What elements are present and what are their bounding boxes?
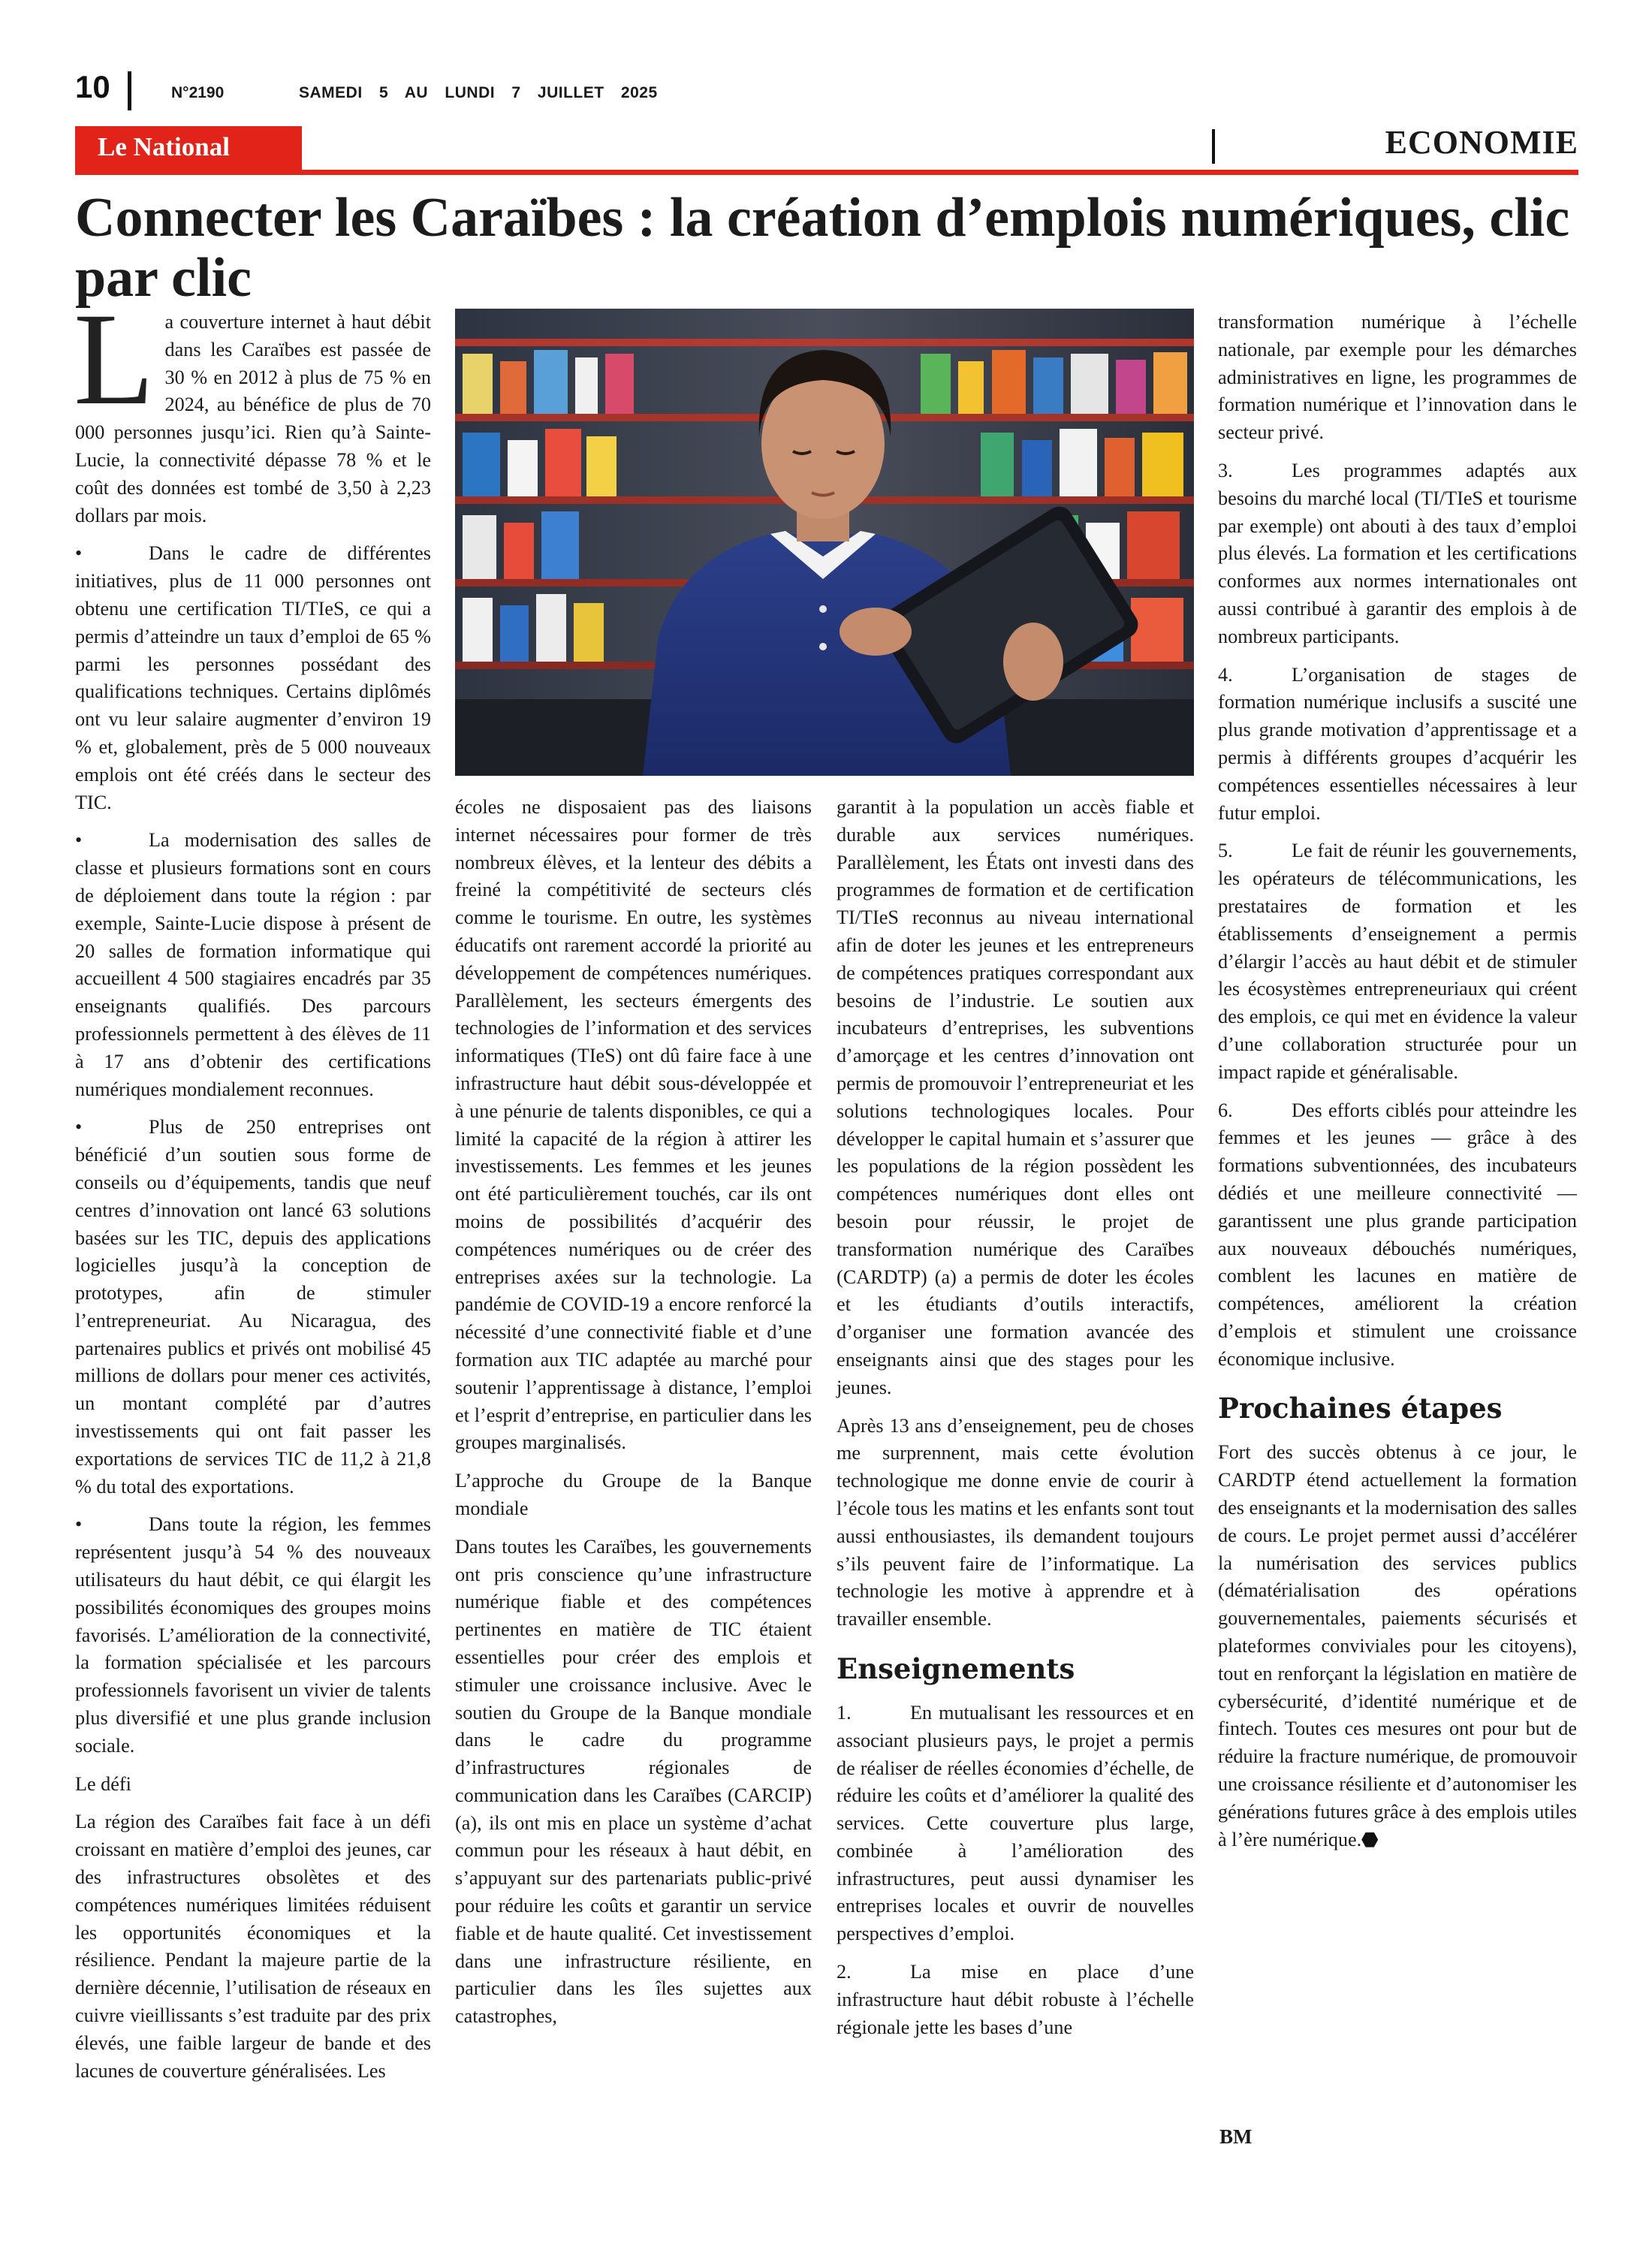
heading-prochaines-etapes: Prochaines étapes (1218, 1392, 1503, 1425)
article-photo (455, 309, 1194, 776)
lesson-number: 1. (837, 1701, 852, 1724)
approche-paragraph-start: Dans toutes les Caraïbes, les gouvernements ont pris conscience qu’une infrastructure numérique fiable et des compétences pertinentes en matière de TIC étaient essentielles pour créer des emplois et stimuler une croissance inclusive. Avec le soutien du Groupe de la Banque mondiale dans le cadre du programme d’infrastructures régionales de communication dans les Caraïbes (CARCIP) (a), ils ont mis en place un système d’achat commun pour les réseaux à haut débit, en s’appuyant sur des partenariats public-privé pour réduire les coûts et garantir un service fiable et de haute qualité. Cet investissement dans une infrastructure résiliente, en particulier dans les îles sujettes aux catastrophes, (455, 1535, 812, 2028)
lesson-item (1218, 662, 1577, 828)
lesson-text: La mise en place d’une infrastructure haut débit robuste à l’échelle régionale jette les bases d’une (837, 1961, 1194, 2038)
subheading-approche: L’approche du Groupe de la Banque mondiale (455, 1470, 812, 1519)
heading-enseignements: Enseignements (837, 1651, 1075, 1685)
article-headline: Connecter les Caraïbes : la création d’emplois numériques, clic par clic (75, 187, 1570, 309)
approche-paragraph-end: garantit à la population un accès fiable et durable aux services numériques. Parallèlement, les États ont investi dans des programmes de formation et de certification TI/TIeS reconnus au niveau international afin de doter les jeunes et les entrepreneurs de compétences pratiques correspondant aux besoins de l’industrie. Le soutien aux incubateurs d’entreprises, les subventions d’amorçage et les centres d’innovation ont permis de promouvoir l’entrepreneuriat et les solutions technologiques locales. Pour développer le capital humain et s’assurer que les populations de la région possèdent les compétences numériques dont elles ont besoin pour réussir, le projet de transformation numérique des Caraïbes (CARDTP) (a) a permis de doter les écoles et les étudiants d’outils interactifs, d’organiser une formation avancée des enseignants ainsi que des stages pour les jeunes. (837, 796, 1194, 1398)
article-column-4 (1218, 309, 1577, 1864)
bullet-item: • Plus de 250 entreprises ont bénéficié d’un soutien sous forme de conseils ou d’équipements, tandis que neuf centres d’innovation ont lancé 63 solutions basées sur les TIC, depuis des applications logicielles jusqu’à la conception de prototypes, afin de stimuler l’entrepreneuriat. Au Nicaragua, des partenaires publics et privés ont mobilisé 45 millions de dollars pour mener ces activités, un montant complété par d’autres investissements qui ont fait passer les exportations de services TIC de 11,2 à 21,8 % du total des exportations. (75, 1114, 431, 1500)
lesson-item (837, 1959, 1194, 2041)
bullet-item: • Dans toute la région, les femmes représentent jusqu’à 54 % des nouveaux utilisateurs du haut débit, ce qui élargit les possibilités économiques des groupes moins favorisés. L’amélioration de la connectivité, la formation spécialisée et les parcours professionnels favorisent un vivier de talents plus diversifié et une plus grande inclusion sociale. (75, 1511, 431, 1760)
prochaines-text: Fort des succès obtenus à ce jour, le CARDTP étend actuellement la formation des enseignants et la modernisation des salles de cours. Le projet permet aussi d’accélérer la numérisation des services publics (dématérialisation des opérations gouvernementales, paiements sécurisés et plateformes conviviales pour les citoyens), tout en renforçant la législation en matière de cybersécurité, d’identité numérique et de fintech. Toutes ces mesures ont pour but de réduire la fracture numérique, de promouvoir une croissance résiliente et d’autonomiser les générations futures grâce à des emplois utiles à l’ère numérique. (1218, 1441, 1577, 1850)
article-column-2 (455, 794, 812, 2031)
lesson-number: 3. (1218, 459, 1233, 481)
lesson-text: Le fait de réunir les gouvernements, les opérateurs de télécommunications, les prestataires de formation et les établissements d’enseignement a permis d’élargir l’accès au haut débit et de stimuler les écosystèmes entrepreneuriaux qui créent des emplois, ce qui met en évidence la valeur d’une collaboration structurée pour un impact rapide et généralisable. (1218, 840, 1577, 1083)
lesson-item (1218, 1097, 1577, 1374)
lesson-text: Des efforts ciblés pour atteindre les femmes et les jeunes — grâce à des formations subventionnées, des incubateurs dédiés et une meilleure connectivité — garantissent une plus grande participation aux nouveaux débouchés numériques, comblent les lacunes en matière de compétences, améliorent la création d’emplois et stimulent une croissance économique inclusive. (1218, 1099, 1577, 1370)
article-column-1 (74, 286, 431, 2085)
prochaines-paragraph (1218, 1439, 1577, 1853)
photo-woman-tablet-store-icon (455, 309, 1194, 776)
defi-paragraph-start: La région des Caraïbes fait face à un défi croissant en matière d’emploi des jeunes, car des infrastructures obsolètes et des compétences numériques limitées réduisent les opportunités économiques et la résilience. Pendant la majeure partie de la dernière décennie, l’utilisation de réseaux en cuivre vieillissants s’est traduite par des prix élevés, une faible largeur de bande et des lacunes de couverture généralisées. Les (75, 1811, 431, 2082)
subheading-defi: Le défi (75, 1772, 131, 1795)
lesson-number: 4. (1218, 663, 1233, 686)
section-title: ECONOMIE (1385, 124, 1578, 161)
lesson-item (1218, 457, 1577, 651)
lesson-number: 6. (1218, 1099, 1233, 1121)
intro-text: a couverture internet à haut débit dans les Caraïbes est passée de 30 % en 2012 à plus de 75 % en 2024, au bénéfice de plus de 70 000 personnes jusqu’ici. Rien qu’à Sainte-Lucie, la connectivité dépasse 78 % et le coût des données est tombé de 3,50 à 2,23 dollars par mois. (75, 311, 431, 526)
intro-paragraph (74, 286, 431, 529)
lesson-number: 5. (1218, 840, 1233, 862)
lesson-text: L’organisation de stages de formation numérique inclusifs a suscité une plus grande motivation d’apprentissage et a permis à différents groupes d’acquérir les compétences essentielles nécessaires à leur futur emploi. (1218, 663, 1577, 824)
defi-paragraph-end: écoles ne disposaient pas des liaisons internet nécessaires pour former de très nombreux élèves, et la lenteur des débits a freiné la compétitivité de secteurs clés comme le tourisme. En outre, les systèmes éducatifs ont rarement accordé la priorité au développement de compétences numériques. Parallèlement, les secteurs émergents des technologies de l’information et des services informatiques (TIeS) ont dû faire face à une infrastructure haut débit sous-développée et à une pénurie de talents disponibles, ce qui a limité la capacité de la région à attirer les investissements. Les femmes et les jeunes ont été particulièrement touchés, car ils ont moins de possibilités d’acquérir des compétences numériques ou de créer des entreprises axées sur la technologie. La pandémie de COVID-19 a encore renforcé la nécessité d’une connectivité fiable et d’une formation aux TIC adaptée au marché pour soutenir l’apprentissage à distance, l’emploi et l’esprit d’entreprise, en particulier dans les groupes marginalisés. (455, 796, 812, 1454)
lesson-item (837, 1700, 1194, 1948)
issue-date: SAMEDI 5 AU LUNDI 7 JUILLET 2025 (299, 84, 658, 101)
lesson-text: Les programmes adaptés aux besoins du marché local (TI/TIeS et tourisme par exemple) ont abouti à des taux d’emploi plus élevés. La formation et les certifications conformes aux normes internationales ont aussi contribué à garantir des emplois à de nombreux participants. (1218, 459, 1577, 647)
brand-name: Le National (98, 132, 230, 161)
bullet-item: • La modernisation des salles de classe et plusieurs formations sont en cours de déploiement dans toute la région : par exemple, Sainte-Lucie dispose à présent de 20 salles de formation informatique qui accueillent 4 500 stagiaires encadrés par 35 enseignants qualifiés. Des parcours professionnels permettent à des élèves de 11 à 17 ans d’obtenir des certifications numériques mondialement reconnues. (75, 827, 431, 1103)
drop-cap: L (74, 286, 155, 433)
article-column-3 (837, 794, 1194, 2041)
issue-number: N°2190 (171, 84, 225, 101)
author-signature: BM (1219, 2125, 1253, 2148)
end-of-article-icon (1361, 1832, 1378, 1847)
section-divider (1212, 129, 1215, 164)
teacher-quote: Après 13 ans d’enseignement, peu de choses me surprennent, mais cette évolution technologique me donne envie de courir à l’école tous les matins et les enfants sont tout aussi enthousiastes, ils demandent toujours s’ils peuvent faire de l’informatique. La technologie les motive à apprendre et à travailler ensemble. (837, 1414, 1194, 1630)
lesson-number: 2. (837, 1961, 852, 1983)
lesson-2-continuation: transformation numérique à l’échelle nationale, par exemple pour les démarches administratives en ligne, les programmes de formation numérique et l’innovation dans le secteur privé. (1218, 311, 1577, 444)
page-number: 10 (75, 69, 110, 104)
lesson-text: En mutualisant les ressources et en associant plusieurs pays, le projet a permis de réaliser de réelles économies d’échelle, de réduire les coûts et d’améliorer la qualité des services. Cette couverture plus large, combinée à l’amélioration des infrastructures, peut aussi dynamiser les entreprises locales et ouvrir de nouvelles perspectives d’emploi. (837, 1701, 1194, 1945)
page-number-divider (128, 71, 131, 110)
header-rule (75, 170, 1578, 175)
bullet-item: • Dans le cadre de différentes initiatives, plus de 11 000 personnes ont obtenu une certification TI/TIeS, ce qui a permis d’atteindre un taux d’emploi de 65 % parmi les personnes possédant des qualifications techniques. Certains diplômés ont vu leur salaire augmenter d’environ 19 % et, globalement, près de 5 000 nouveaux emplois ont été créés dans le secteur des TIC. (75, 540, 431, 816)
lesson-item (1218, 837, 1577, 1086)
